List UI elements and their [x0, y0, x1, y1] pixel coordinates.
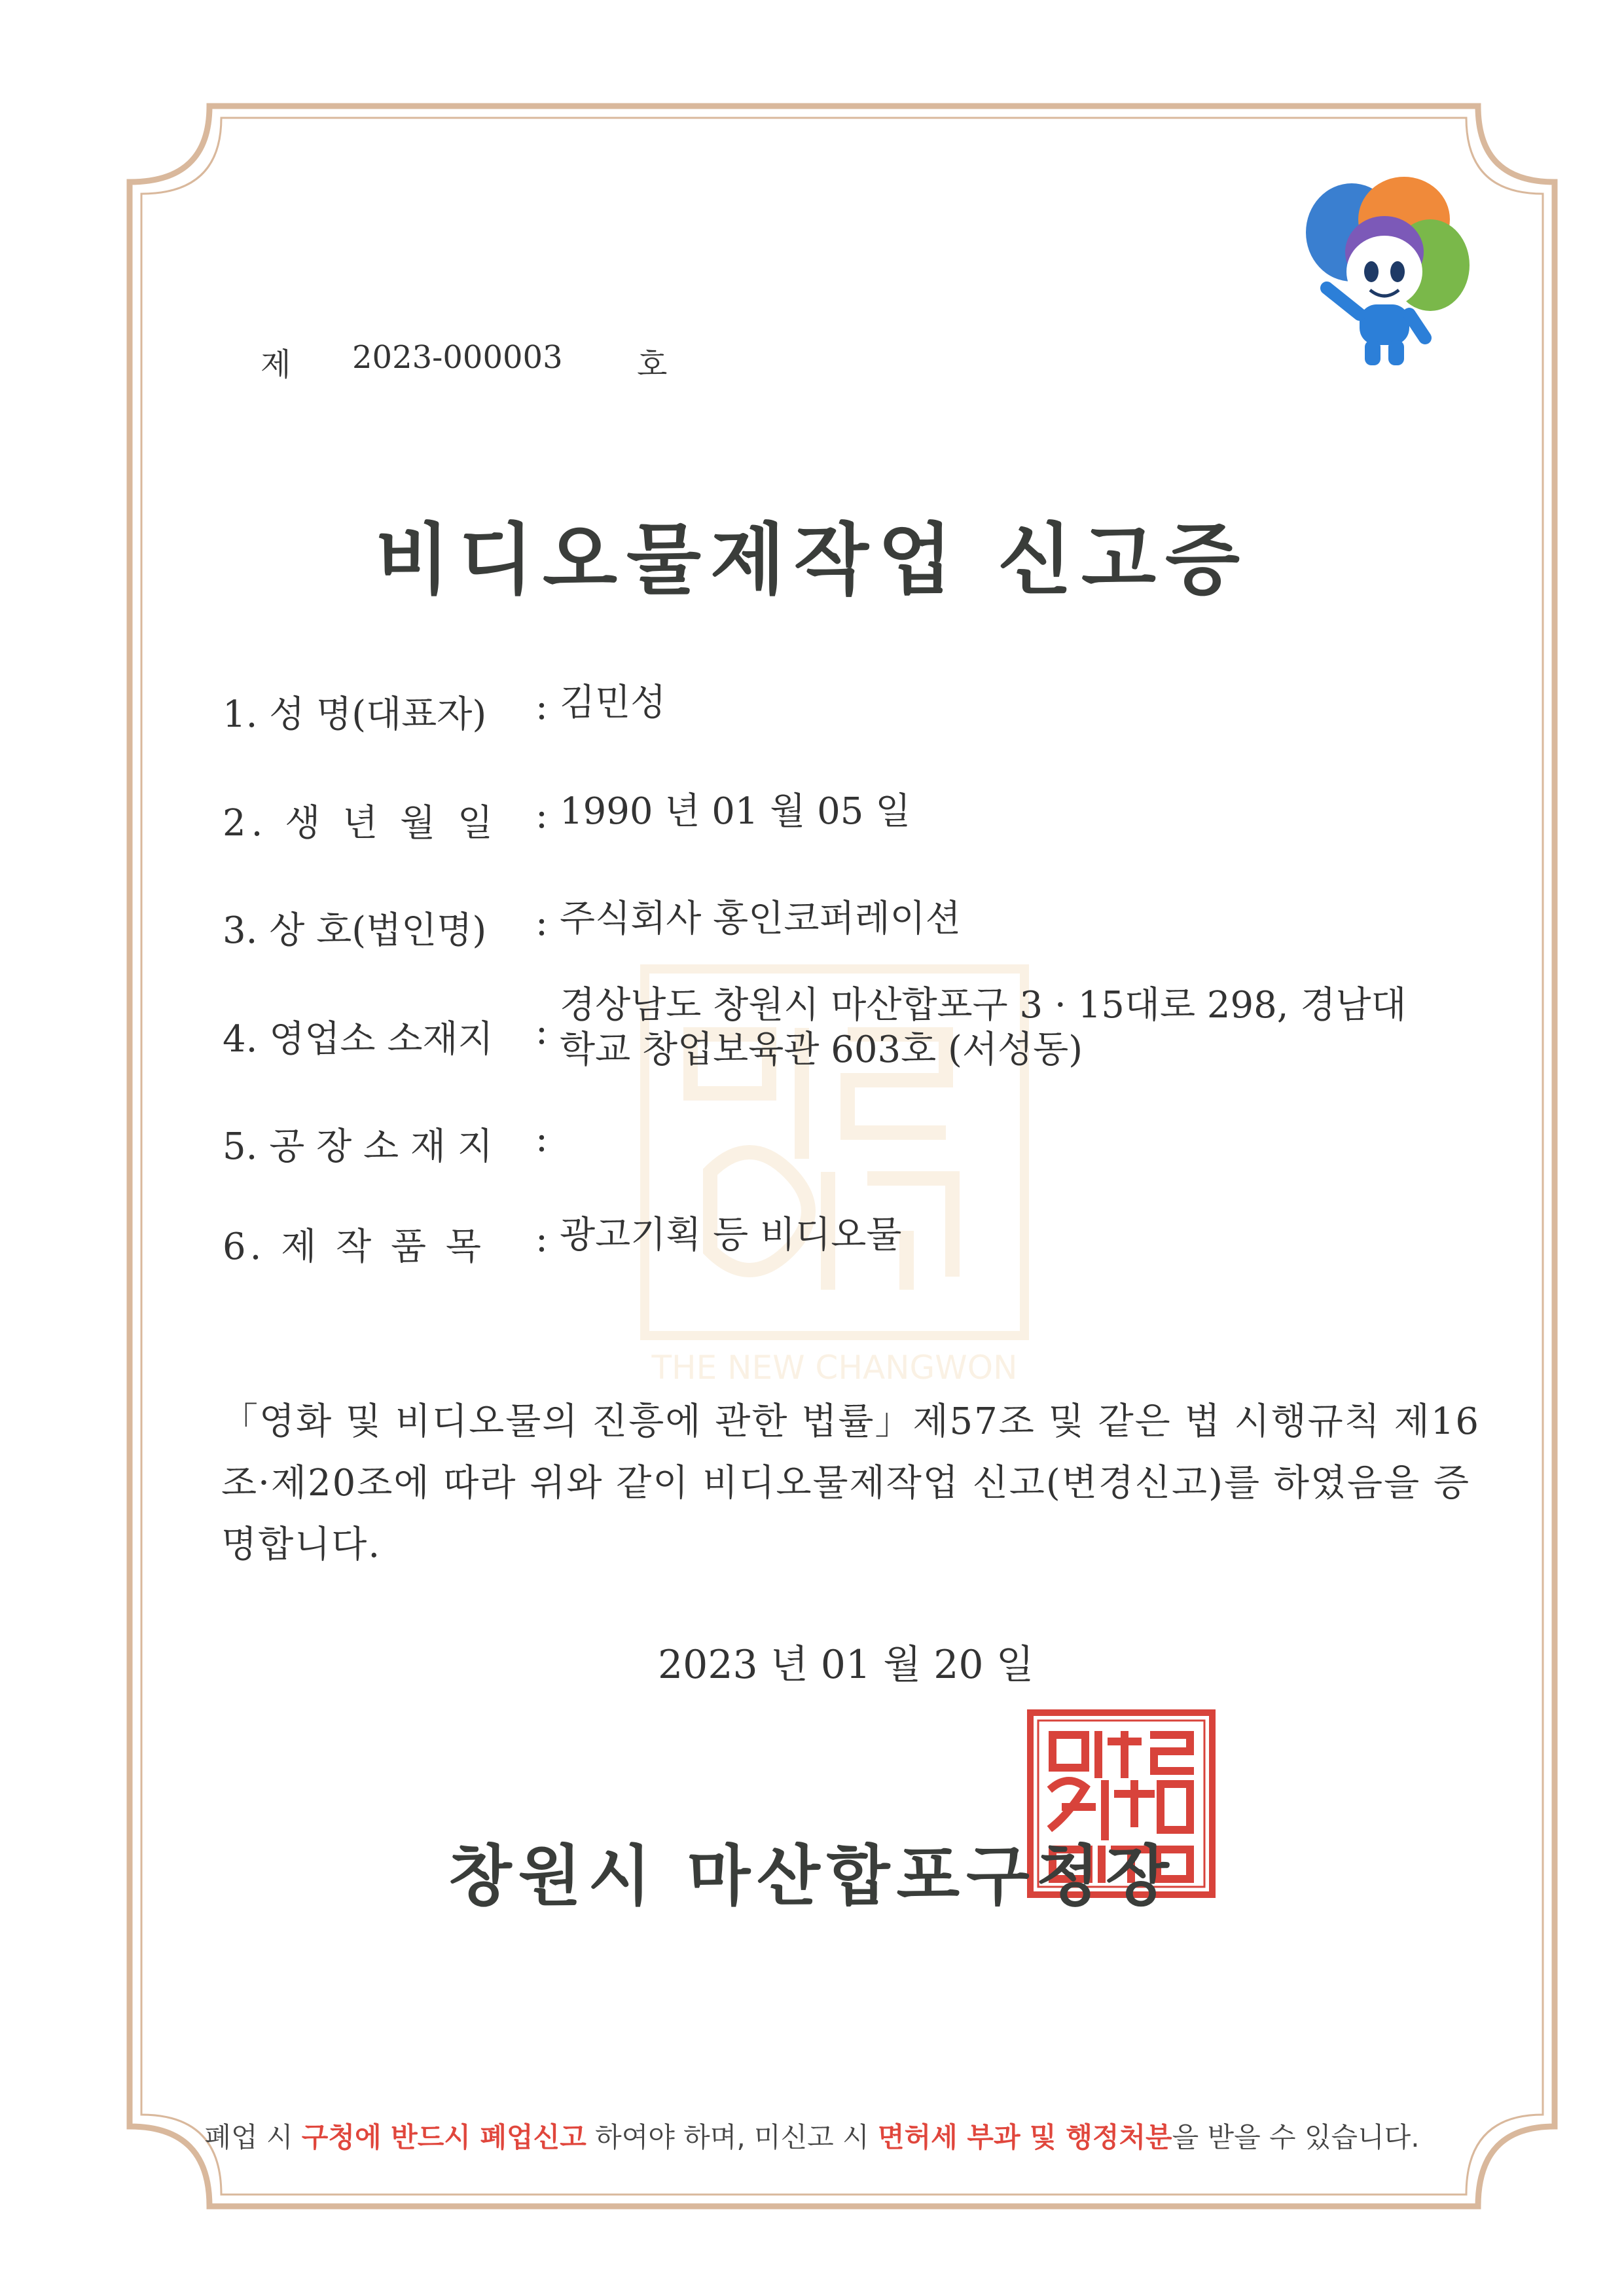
field-value: 김민성 — [560, 682, 666, 724]
doc-number-prefix: 제 — [261, 346, 291, 383]
certification-line: 명합니다. — [221, 1523, 382, 1566]
certification-line: 「영화 및 비디오물의 진흥에 관한 법률」제57조 및 같은 법 시행규칙 제16 — [221, 1400, 1481, 1443]
field-value: 1990 년 01 월 05 일 — [560, 790, 911, 833]
notice-text: 하여야 하며, 미신고 시 — [586, 2121, 878, 2153]
field-separator: : — [535, 685, 548, 728]
notice-highlight: 구청에 반드시 폐업신고 — [301, 2121, 586, 2153]
field-value-line1: 경상남도 창원시 마산합포구 3 · 15대로 298, 경남대 — [560, 984, 1407, 1027]
doc-number-suffix: 호 — [637, 346, 668, 383]
field-value: 주식회사 홍인코퍼레이션 — [560, 898, 961, 940]
certification-text — [221, 1391, 1481, 1576]
field-label: 3. 상 호(법인명) — [223, 909, 487, 952]
field-separator: : — [535, 794, 548, 837]
footer-notice — [0, 2116, 1624, 2155]
field-label: 2. 생 년 월 일 — [223, 802, 499, 845]
doc-number-value: 2023-000003 — [352, 339, 563, 376]
field-label: 1. 성 명(대표자) — [223, 693, 487, 736]
field-separator: : — [535, 1218, 548, 1260]
field-value-line2: 학교 창업보육관 603호 (서성동) — [560, 1029, 1083, 1071]
field-label: 4. 영업소 소재지 — [223, 1018, 494, 1061]
mascot-icon — [1299, 173, 1476, 370]
notice-highlight: 면허세 부과 및 행정처분 — [878, 2121, 1172, 2153]
field-value: 광고기획 등 비디오물 — [560, 1214, 902, 1256]
document-title: 비디오물제작업 신고증 — [375, 514, 1249, 605]
field-separator: : — [535, 902, 548, 944]
field-label: 5. 공 장 소 재 지 — [223, 1125, 493, 1168]
field-separator: : — [535, 1118, 548, 1160]
issue-date: 2023 년 01 월 20 일 — [658, 1642, 1034, 1688]
field-label: 6. 제 작 품 목 — [223, 1226, 486, 1268]
certification-line: 조·제20조에 따라 위와 같이 비디오물제작업 신고(변경신고)를 하였음을 증 — [221, 1462, 1471, 1504]
notice-text: 폐업 시 — [204, 2121, 302, 2153]
watermark-text: THE NEW CHANGWON — [651, 1349, 1018, 1387]
notice-text: 을 받을 수 있습니다. — [1172, 2121, 1420, 2153]
field-separator: : — [535, 1010, 548, 1053]
issuer-name: 창원시 마산합포구청장 — [448, 1837, 1176, 1914]
